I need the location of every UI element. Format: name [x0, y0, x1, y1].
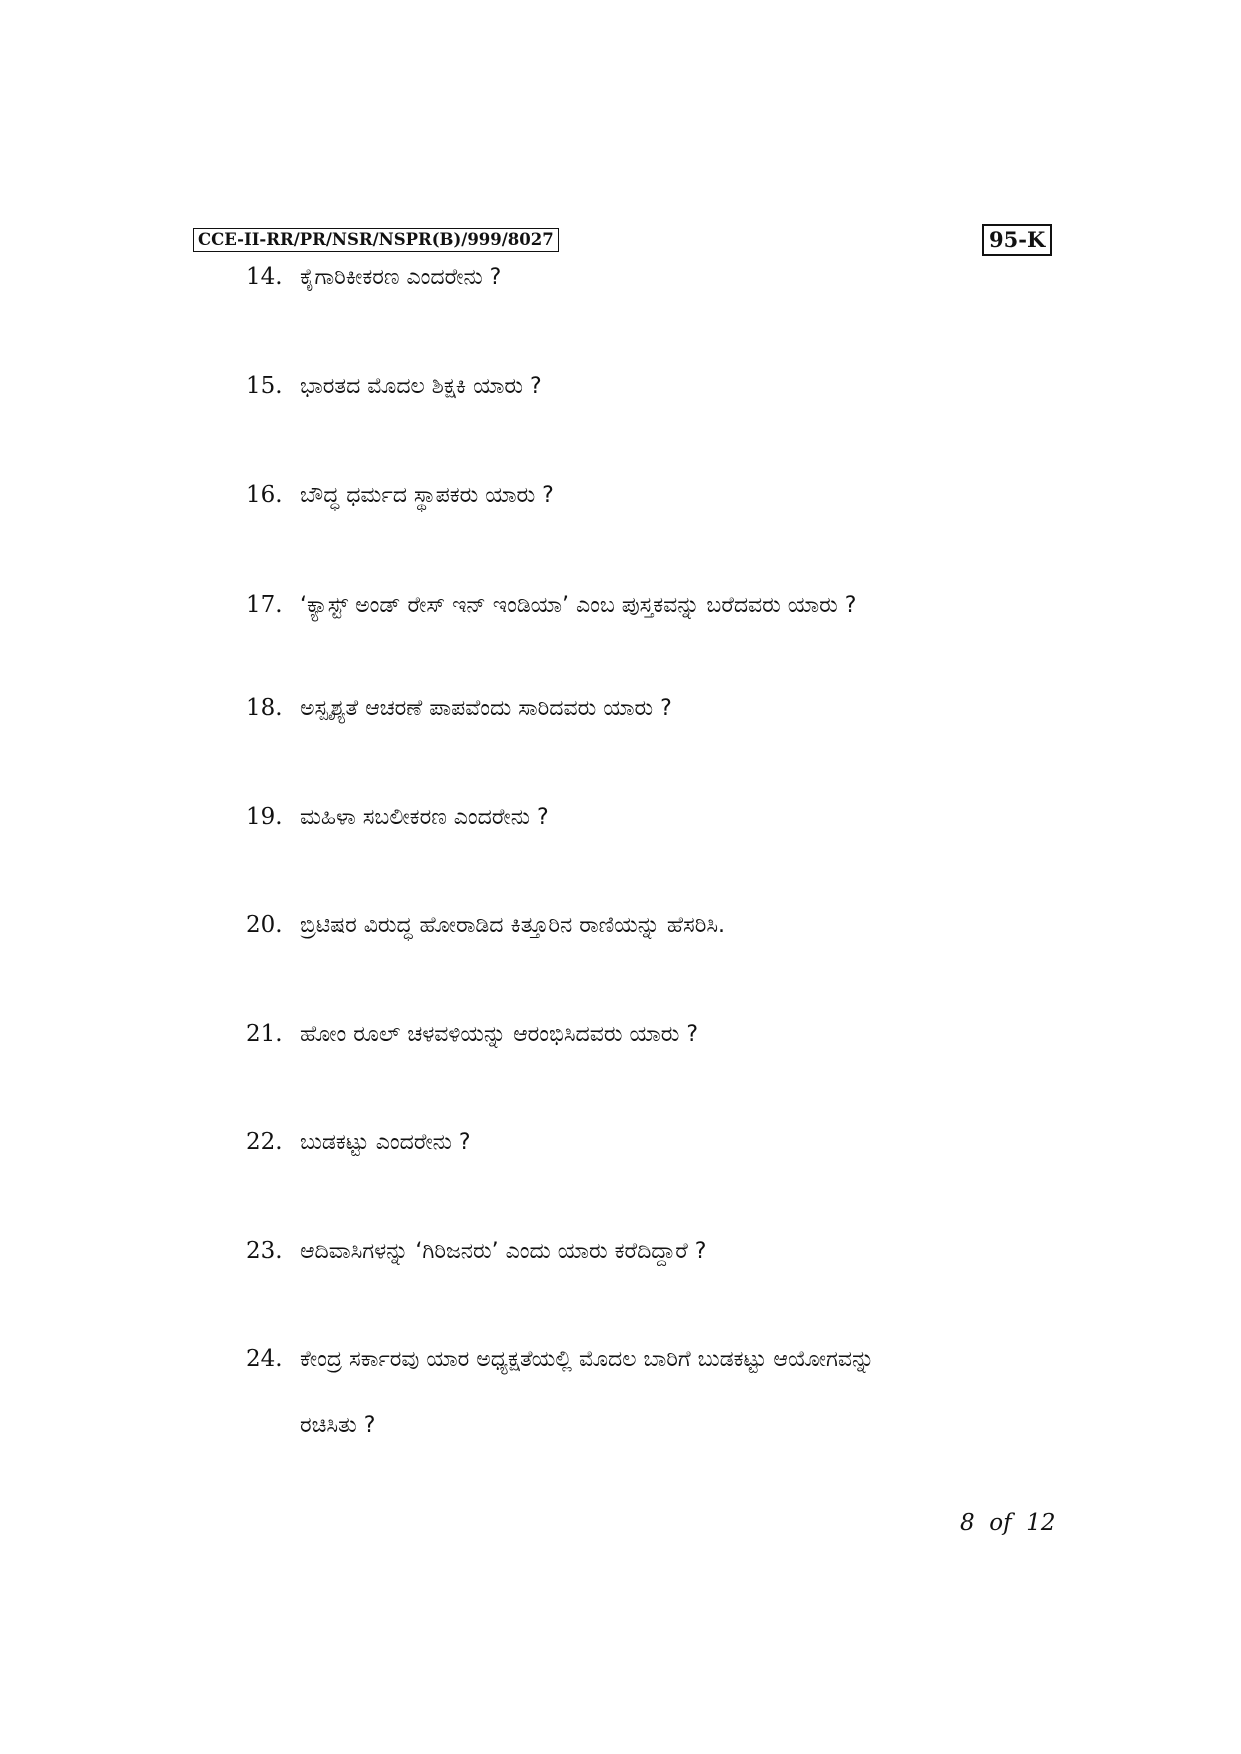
question-list: [246, 262, 1066, 1438]
question-text: ಬ್ರಿಟಿಷರ ವಿರುದ್ಧ ಹೋರಾಡಿದ ಕಿತ್ತೂರಿನ ರಾಣಿಯನ್ನು ಹೆಸರಿಸಿ.: [300, 913, 726, 938]
question-item: [246, 802, 1066, 833]
question-item: [246, 371, 1066, 402]
question-item: [246, 1236, 1066, 1267]
question-number: 19.: [246, 804, 283, 830]
question-text: ಹೋಂ ರೂಲ್ ಚಳವಳಿಯನ್ನು ಆರಂಭಿಸಿದವರು ಯಾರು ?: [300, 1022, 699, 1047]
question-paper-code: CCE-II-RR/PR/NSR/NSPR(B)/999/8027: [193, 228, 559, 252]
question-text: ಬೌದ್ಧ ಧರ್ಮದ ಸ್ಥಾಪಕರು ಯಾರು ?: [300, 483, 554, 508]
question-item: [246, 1127, 1066, 1158]
question-text: ‘ಕ್ಯಾಸ್ಟ್ ಅಂಡ್ ರೇಸ್ ಇನ್ ಇಂಡಿಯಾ’ ಎಂಬ ಪುಸ್ತಕವನ್ನು ಬರೆದವರು ಯಾರು ?: [300, 593, 857, 618]
question-number: 20.: [246, 912, 283, 938]
question-number: 16.: [246, 482, 283, 508]
question-number: 18.: [246, 695, 283, 721]
question-number: 14.: [246, 264, 283, 290]
question-text: ಕೇಂದ್ರ ಸರ್ಕಾರವು ಯಾರ ಅಧ್ಯಕ್ಷತೆಯಲ್ಲಿ ಮೊದಲ ಬಾರಿಗೆ ಬುಡಕಟ್ಟು ಆಯೋಗವನ್ನು: [300, 1347, 875, 1372]
question-text: ಮಹಿಳಾ ಸಬಲೀಕರಣ ಎಂದರೇನು ?: [300, 805, 549, 830]
question-text: ಆದಿವಾಸಿಗಳನ್ನು ‘ಗಿರಿಜನರು’ ಎಂದು ಯಾರು ಕರೆದಿದ್ದಾರೆ ?: [300, 1239, 707, 1264]
question-number: 15.: [246, 373, 283, 399]
question-item: [246, 590, 1066, 621]
question-number: 24.: [246, 1346, 283, 1372]
question-text: ಕೈಗಾರಿಕೀಕರಣ ಎಂದರೇನು ?: [300, 265, 502, 290]
question-text: ಭಾರತದ ಮೊದಲ ಶಿಕ್ಷಕಿ ಯಾರು ?: [300, 374, 542, 399]
question-item: [246, 910, 1066, 941]
paper-number-box: 95-K: [982, 224, 1052, 256]
question-item: [246, 1019, 1066, 1050]
question-text: ಬುಡಕಟ್ಟು ಎಂದರೇನು ?: [300, 1130, 471, 1155]
question-number: 22.: [246, 1129, 283, 1155]
question-text-continuation: ರಚಿಸಿತು ?: [300, 1413, 376, 1438]
question-number: 21.: [246, 1021, 283, 1047]
question-number: 17.: [246, 592, 283, 618]
question-item: [246, 262, 1066, 293]
question-number: 23.: [246, 1238, 283, 1264]
page-number: 8 of 12: [960, 1510, 1056, 1536]
question-item: [246, 1344, 1066, 1441]
question-item: [246, 480, 1066, 511]
question-text: ಅಸ್ಪೃಶ್ಯತೆ ಆಚರಣೆ ಪಾಪವೆಂದು ಸಾರಿದವರು ಯಾರು ?: [300, 696, 672, 721]
question-item: [246, 693, 1066, 724]
